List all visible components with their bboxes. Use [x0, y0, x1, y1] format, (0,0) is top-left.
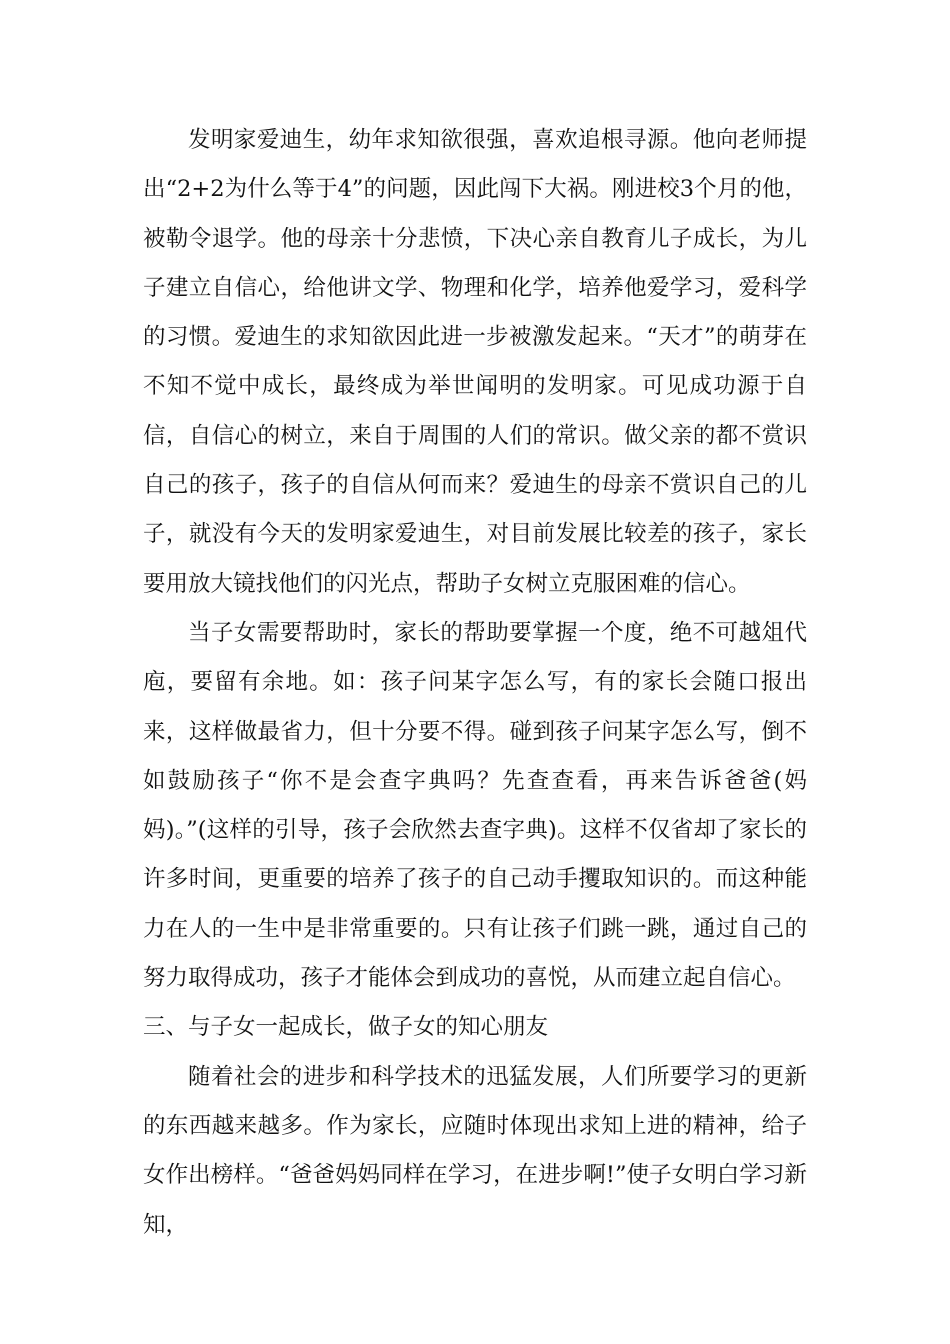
paragraph-helping-children: 当子女需要帮助时，家长的帮助要掌握一个度，绝不可越俎代庖，要留有余地。如：孩子问某字怎么写，有的家长会随口报出来，这样做最省力，但十分要不得。碰到孩子问某字怎么写，倒不如鼓励孩子“你不是会查字典吗？先查查看，再来告诉爸爸(妈妈)。”(这样的引导，孩子会欣然去查字典)。这样不仅省却了家长的许多时间，更重要的培养了孩子的自己动手攫取知识的。而这种能力在人的一生中是非常重要的。只有让孩子们跳一跳，通过自己的努力取得成功，孩子才能体会到成功的喜悦，从而建立起自信心。 [143, 619, 807, 992]
document-body [143, 116, 807, 1250]
section-heading: 三、与子女一起成长，做子女的知心朋友 [143, 1014, 549, 1041]
paragraph-edison: 发明家爱迪生，幼年求知欲很强，喜欢追根寻源。他向老师提出“2+2为什么等于4”的问题，因此闯下大祸。刚进校3个月的他，被勒令退学。他的母亲十分悲愤，下决心亲自教育儿子成长，为儿子建立自信心，给他讲文学、物理和化学，培养他爱学习，爱科学的习惯。爱迪生的求知欲因此进一步被激发起来。“天才”的萌芽在不知不觉中成长，最终成为举世闻明的发明家。可见成功源于自信，自信心的树立，来自于周围的人们的常识。做父亲的都不赏识自己的孩子，孩子的自信从何而来？爱迪生的母亲不赏识自己的儿子，就没有今天的发明家爱迪生，对目前发展比较差的孩子，家长要用放大镜找他们的闪光点，帮助子女树立克服困难的信心。 [143, 127, 807, 597]
paragraph-grow-together: 随着社会的进步和科学技术的迅猛发展，人们所要学习的更新的东西越来越多。作为家长，应随时体现出求知上进的精神，给子女作出榜样。“爸爸妈妈同样在学习，在进步啊!”使子女明白学习新知， [143, 1063, 807, 1238]
